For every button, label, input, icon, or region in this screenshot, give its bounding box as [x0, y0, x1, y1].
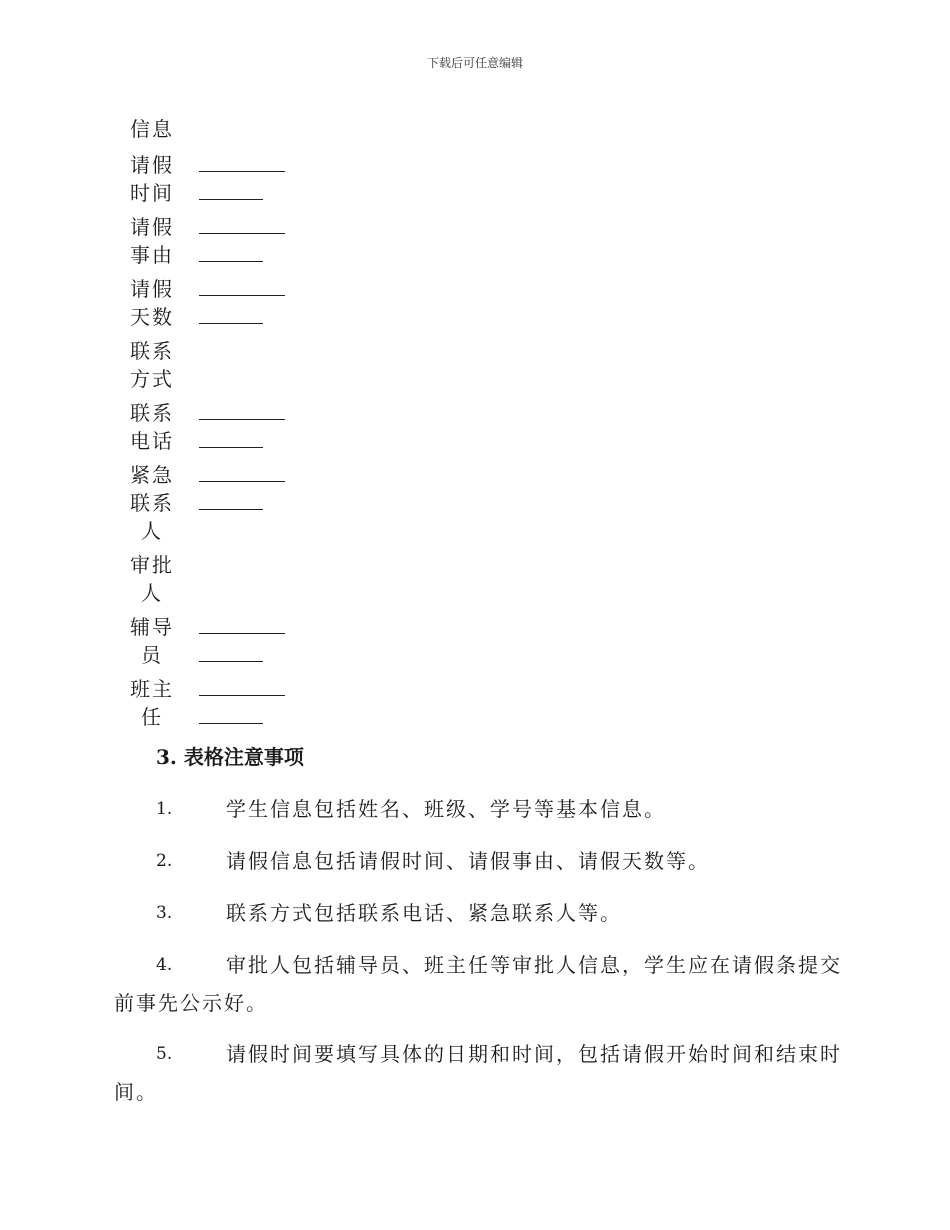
field-label: 联系 [130, 401, 174, 425]
blank-line [199, 419, 285, 420]
field-label: 人 [141, 581, 163, 605]
page-header: 下载后可任意编辑 [426, 56, 523, 70]
field-label: 请假 [130, 153, 174, 177]
blank-line [199, 633, 285, 634]
blank-line [199, 661, 263, 662]
field-label: 方式 [130, 367, 174, 391]
field-label: 联系 [130, 491, 174, 515]
field-label: 请假 [130, 277, 174, 301]
note-text-continuation: 间。 [114, 1080, 158, 1104]
blank-line [199, 233, 285, 234]
note-text: 学生信息包括姓名、班级、学号等基本信息。 [226, 797, 666, 821]
blank-line [199, 261, 263, 262]
note-text: 审批人包括辅导员、班主任等审批人信息，学生应在请假条提交 [226, 953, 842, 977]
note-number: 2. [156, 851, 173, 871]
field-label: 电话 [130, 429, 174, 453]
note-number: 5. [156, 1044, 173, 1064]
blank-line [199, 323, 263, 324]
field-label: 请假 [130, 215, 174, 239]
field-label: 任 [141, 705, 163, 729]
section-heading: 3. 表格注意事项 [156, 745, 304, 769]
blank-line [199, 295, 285, 296]
field-label: 天数 [130, 305, 174, 329]
blank-line [199, 695, 285, 696]
note-text: 请假信息包括请假时间、请假事由、请假天数等。 [226, 849, 710, 873]
blank-line [199, 447, 263, 448]
blank-line [199, 509, 263, 510]
field-label: 审批 [130, 553, 174, 577]
field-label: 辅导 [130, 615, 174, 639]
note-text-continuation: 前事先公示好。 [114, 991, 268, 1015]
note-number: 4. [156, 955, 173, 975]
field-label: 联系 [130, 339, 174, 363]
field-label: 事由 [130, 243, 174, 267]
blank-line [199, 199, 263, 200]
note-text: 联系方式包括联系电话、紧急联系人等。 [226, 901, 622, 925]
blank-line [199, 723, 263, 724]
field-label: 紧急 [130, 463, 174, 487]
note-number: 3. [156, 903, 173, 923]
field-label: 员 [141, 643, 163, 667]
blank-line [199, 171, 285, 172]
note-text: 请假时间要填写具体的日期和时间，包括请假开始时间和结束时 [226, 1042, 842, 1066]
field-label: 人 [141, 519, 163, 543]
field-label: 信息 [130, 117, 174, 141]
field-label: 班主 [130, 677, 174, 701]
field-label: 时间 [130, 181, 174, 205]
note-number: 1. [156, 799, 173, 819]
blank-line [199, 481, 285, 482]
